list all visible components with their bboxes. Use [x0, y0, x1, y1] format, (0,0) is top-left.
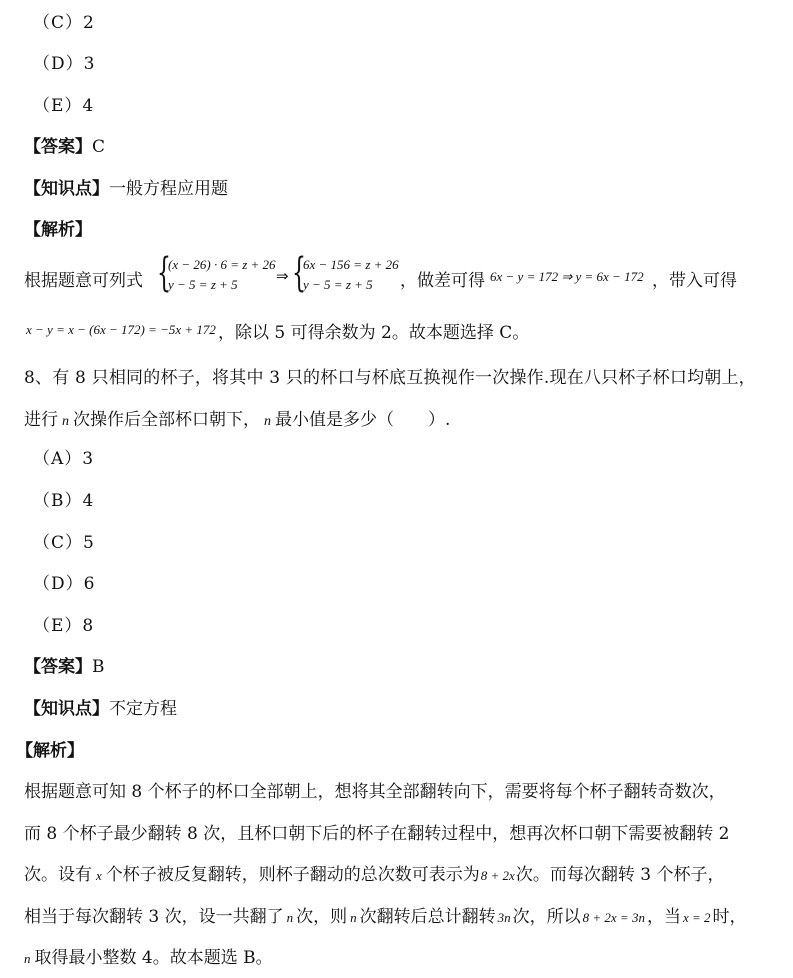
- left-brace-1: {: [157, 250, 171, 296]
- sys1-row1: (x − 26) · 6 = z + 26: [168, 257, 276, 272]
- prev-option-e: （E）4: [33, 96, 95, 116]
- prev-knowledge: [24, 174, 228, 199]
- q8-analysis-line4: 相当于每次翻转 3 次，设一共翻了 n 次，则 n 次翻转后总计翻转 3n 次，所以 8 + 2x = 3n ，当 x = 2 时，: [24, 907, 747, 927]
- prev-analysis-tail: ，带入可得: [652, 271, 737, 291]
- q8-expr-total: 8 + 2x: [480, 868, 515, 883]
- equation-system-2: [303, 255, 399, 295]
- q8-analysis-line1: 根据题意可知 8 个杯子的杯口全部朝上，想将其全部翻转向下，需要将每个杯子翻转奇数次，: [24, 782, 726, 802]
- prev-answer: [24, 132, 105, 157]
- prev-option-c: （C）2: [33, 13, 95, 33]
- q8-answer: [24, 652, 105, 677]
- prev-answer-label: 【答案】: [24, 137, 92, 157]
- q8-var-n-2: n: [264, 414, 271, 429]
- prev-conclusion: ，除以 5 可得余数为 2。故本题选择 C。: [218, 323, 530, 343]
- q8-option-b: （B）4: [33, 491, 95, 511]
- q8-analysis-line2: 而 8 个杯子最少翻转 8 次，且杯口朝下后的杯子在翻转过程中，想再次杯口朝下需要被翻转 2: [24, 824, 730, 844]
- prev-equation-2: x − y = x − (6x − 172) = −5x + 172: [26, 322, 216, 337]
- prev-option-d: （D）3: [33, 54, 96, 74]
- q8-expr-3n: 3n: [497, 910, 511, 925]
- q8-expr-x2: x = 2: [682, 910, 711, 925]
- q8-option-e: （E）8: [33, 616, 95, 636]
- q8-var-n: n: [62, 414, 69, 429]
- q8-knowledge-value: 不定方程: [109, 699, 177, 719]
- prev-equation-1: 6x − y = 172 ⇒ y = 6x − 172: [490, 269, 644, 284]
- q8-answer-label: 【答案】: [24, 657, 92, 677]
- prev-analysis-header: 【解析】: [24, 220, 92, 240]
- q8-option-c: （C）5: [33, 533, 95, 553]
- implies-symbol: ⇒: [276, 269, 289, 285]
- q8-var-x: x: [96, 868, 102, 883]
- prev-analysis-mid: ，做差可得: [400, 271, 485, 291]
- q8-stem-line2: 进行 n 次操作后全部杯口朝下， n 最小值是多少（ ）.: [24, 410, 451, 430]
- q8-analysis-line3: 次。设有 x 个杯子被反复翻转，则杯子翻动的总次数可表示为8 + 2x次。而每次翻转 3 个杯子，: [24, 865, 725, 885]
- prev-knowledge-label: 【知识点】: [24, 179, 109, 199]
- prev-analysis-intro: 根据题意可列式: [24, 271, 143, 291]
- q8-knowledge: [24, 694, 177, 719]
- prev-answer-value: C: [92, 137, 106, 157]
- left-brace-2: {: [292, 250, 306, 296]
- q8-option-d: （D）6: [33, 574, 96, 594]
- q8-analysis-header: 【解析】: [16, 741, 84, 761]
- sys2-row1: 6x − 156 = z + 26: [303, 257, 399, 272]
- sys1-row2: y − 5 = z + 5: [168, 277, 238, 292]
- q8-answer-value: B: [92, 657, 105, 677]
- q8-knowledge-label: 【知识点】: [24, 699, 109, 719]
- q8-expr-equation: 8 + 2x = 3n: [582, 910, 645, 925]
- prev-knowledge-value: 一般方程应用题: [109, 179, 228, 199]
- equation-system-1: [168, 255, 276, 295]
- q8-option-a: （A）3: [33, 449, 95, 469]
- sys2-row2: y − 5 = z + 5: [303, 277, 373, 292]
- q8-analysis-line5: n 取得最小整数 4。故本题选 B。: [24, 948, 273, 968]
- q8-stem-line1: 8、有 8 只相同的杯子，将其中 3 只的杯口与杯底互换视作一次操作.现在八只杯子杯口均朝上，: [24, 368, 756, 388]
